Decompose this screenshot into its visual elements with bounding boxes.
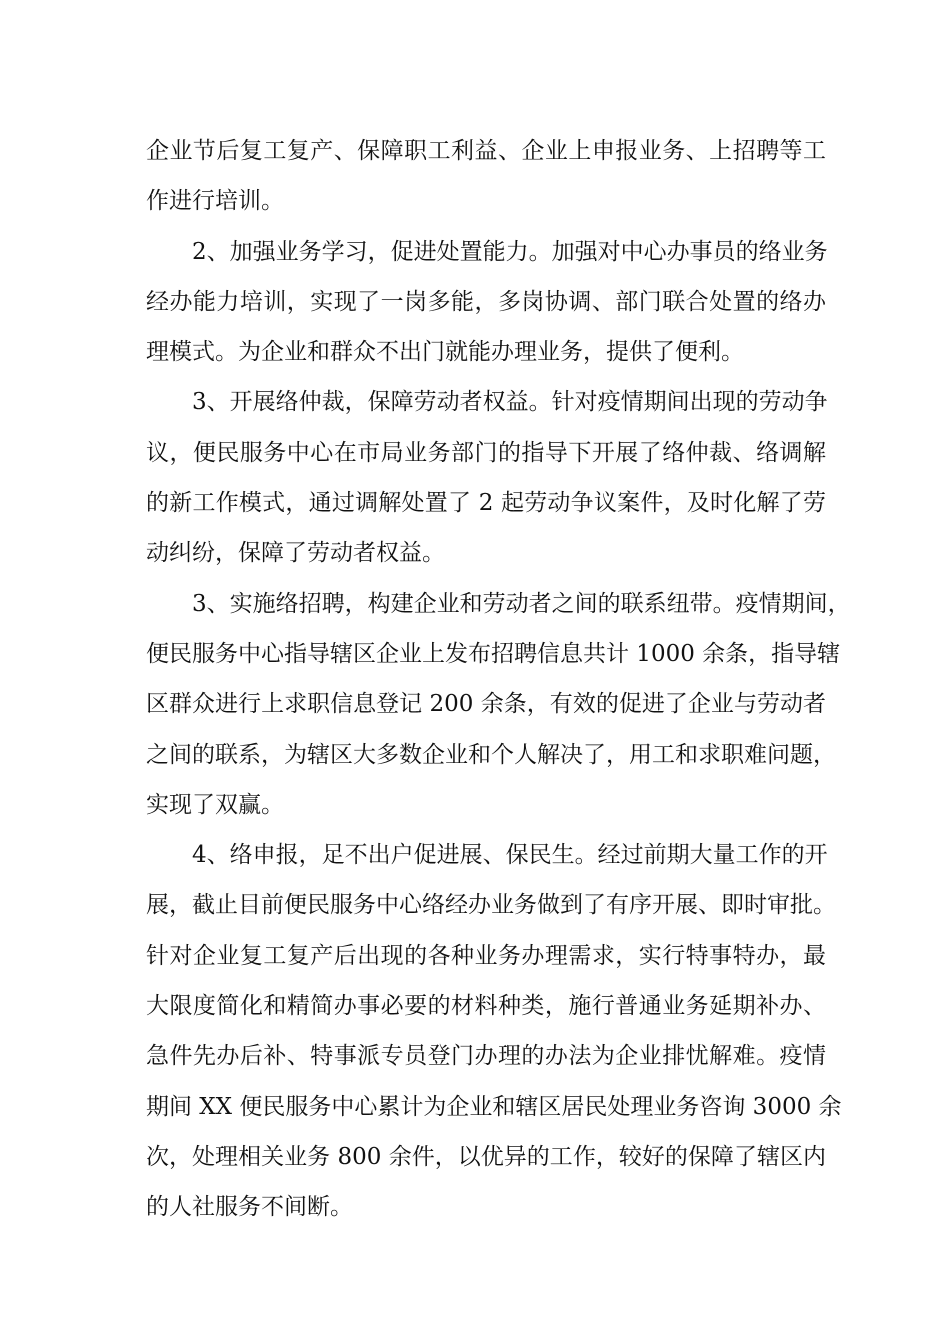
paragraph-5	[146, 830, 842, 1232]
text-line: 4、络申报，足不出户促进展、保民生。经过前期大量工作的开	[192, 842, 828, 869]
text-line: 针对企业复工复产后出现的各种业务办理需求，实行特事特办，最	[146, 942, 826, 969]
text-line: 的人社服务不间断。	[146, 1194, 353, 1221]
text-line: 区群众进行上求职信息登记 200 余条，有效的促进了企业与劳动者	[146, 691, 826, 718]
paragraph-3	[146, 377, 826, 578]
text-line: 议，便民服务中心在市局业务部门的指导下开展了络仲裁、络调解	[146, 439, 826, 466]
text-line: 的新工作模式，通过调解处置了 2 起劳动争议案件，及时化解了劳	[146, 490, 826, 517]
text-line: 2、加强业务学习，促进处置能力。加强对中心办事员的络业务	[192, 238, 828, 265]
text-line: 展，截止目前便民服务中心络经办业务做到了有序开展、即时审批。	[146, 892, 836, 919]
text-line: 之间的联系，为辖区大多数企业和个人解决了，用工和求职难问题，	[146, 741, 836, 768]
text-line: 便民服务中心指导辖区企业上发布招聘信息共计 1000 余条，指导辖	[146, 640, 841, 667]
text-line: 实现了双赢。	[146, 791, 284, 818]
text-line: 急件先办后补、特事派专员登门办理的办法为企业排忧解难。疫情	[146, 1043, 826, 1070]
paragraph-4	[146, 579, 851, 830]
text-line: 经办能力培训，实现了一岗多能，多岗协调、部门联合处置的络办	[146, 288, 826, 315]
text-line: 理模式。为企业和群众不出门就能办理业务，提供了便利。	[146, 339, 744, 366]
paragraph-2	[146, 227, 826, 378]
text-line: 作进行培训。	[146, 188, 284, 215]
text-line: 次，处理相关业务 800 余件，以优异的工作，较好的保障了辖区内	[146, 1143, 826, 1170]
text-line: 大限度简化和精简办事必要的材料种类，施行普通业务延期补办、	[146, 993, 826, 1020]
paragraph-1	[146, 126, 826, 227]
text-line: 3、实施络招聘，构建企业和劳动者之间的联系纽带。疫情期间，	[192, 590, 851, 617]
text-line: 企业节后复工复产、保障职工利益、企业上申报业务、上招聘等工	[146, 138, 826, 164]
text-line: 动纠纷，保障了劳动者权益。	[146, 540, 445, 567]
text-line: 期间 XX 便民服务中心累计为企业和辖区居民处理业务咨询 3000 余	[146, 1093, 842, 1120]
text-line: 3、开展络仲裁，保障劳动者权益。针对疫情期间出现的劳动争	[192, 389, 828, 416]
document-body	[146, 126, 851, 1233]
